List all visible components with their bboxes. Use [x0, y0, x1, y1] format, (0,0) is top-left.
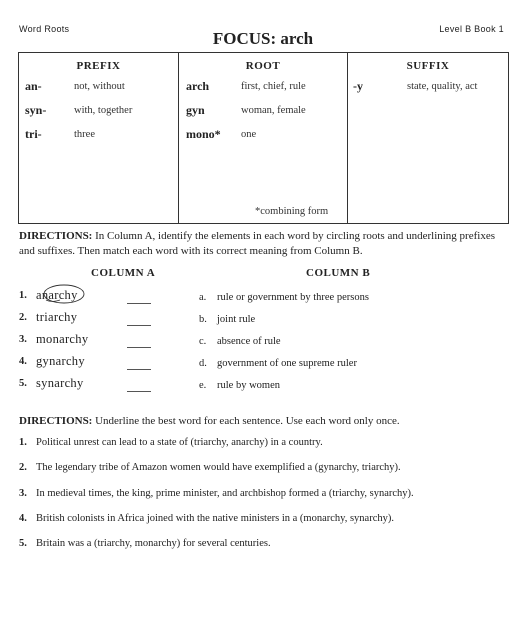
directions-label: DIRECTIONS: — [19, 230, 93, 242]
answer-blank[interactable] — [127, 390, 151, 392]
column-b-meaning: government of one supreme ruler — [217, 358, 357, 369]
column-b-meaning: absence of rule — [217, 336, 281, 347]
prefix-part: tri- — [25, 127, 42, 141]
directions-label: DIRECTIONS: — [19, 415, 93, 427]
prefix-header: PREFIX — [76, 60, 121, 72]
item-number: 2. — [19, 312, 27, 323]
column-a-header: COLUMN A — [91, 267, 156, 279]
item-number: 4. — [19, 356, 27, 367]
prefix-meaning: not, without — [74, 81, 125, 92]
column-b-letter: a. — [199, 292, 207, 303]
footnote: *combining form — [255, 206, 329, 217]
directions-2 — [19, 414, 509, 429]
column-a-word: synarchy — [36, 376, 84, 390]
root-meaning: one — [241, 129, 257, 140]
prefix-meaning: with, together — [74, 105, 133, 116]
column-a-word: gynarchy — [36, 354, 85, 368]
item-number: 1. — [19, 290, 27, 301]
suffix-part: -y — [353, 79, 363, 93]
directions-text: In Column A, identify the elements in each word by circling roots and underlining prefixes and suffixes. Then match each word with its correct meaning from Column B. — [19, 230, 495, 257]
column-b-meaning: joint rule — [217, 314, 256, 325]
sentence-text: The legendary tribe of Amazon women would have exemplified a (gynarchy, triarchy). — [36, 462, 401, 473]
sentence-number: 1. — [19, 437, 27, 448]
directions-1 — [19, 229, 509, 259]
answer-blank[interactable] — [127, 302, 151, 304]
item-number: 3. — [19, 334, 27, 345]
root-header: ROOT — [245, 60, 281, 72]
root-meaning: first, chief, rule — [241, 81, 306, 92]
column-b-letter: d. — [199, 358, 207, 369]
word-parts-table — [18, 52, 509, 224]
column-a-word: anarchy — [36, 288, 78, 302]
suffix-meaning: state, quality, act — [407, 81, 478, 92]
prefix-part: an- — [25, 79, 42, 93]
column-b-letter: c. — [199, 336, 207, 347]
root-meaning: woman, female — [241, 105, 306, 116]
root-part: arch — [186, 79, 210, 93]
page-title: FOCUS: arch — [212, 29, 314, 48]
sentence-text: In medieval times, the king, prime minister, and archbishop formed a (triarchy, synarchy). — [36, 488, 414, 499]
root-part: mono* — [186, 127, 221, 141]
answer-blank[interactable] — [127, 368, 151, 370]
answer-blank[interactable] — [127, 346, 151, 348]
sentence-number: 5. — [19, 538, 27, 549]
sentence-number: 3. — [19, 488, 27, 499]
column-b-letter: b. — [199, 314, 207, 325]
column-b-header: COLUMN B — [306, 267, 371, 279]
item-number: 5. — [19, 378, 27, 389]
column-b-meaning: rule or government by three persons — [217, 292, 369, 303]
column-b-meaning: rule by women — [217, 380, 280, 391]
column-a-word: monarchy — [36, 332, 89, 346]
level-label: Level B Book 1 — [439, 24, 504, 34]
column-a-word: triarchy — [36, 310, 78, 324]
prefix-part: syn- — [25, 103, 47, 117]
prefix-meaning: three — [74, 129, 95, 140]
root-part: gyn — [186, 103, 205, 117]
sentence-number: 4. — [19, 513, 27, 524]
section-label: Word Roots — [19, 24, 70, 34]
sentence-text: Political unrest can lead to a state of (triarchy, anarchy) in a country. — [36, 437, 323, 448]
answer-blank[interactable] — [127, 324, 151, 326]
suffix-header: SUFFIX — [406, 60, 450, 72]
sentence-text: Britain was a (triarchy, monarchy) for several centuries. — [36, 538, 271, 549]
pen-circle-mark — [42, 283, 88, 305]
directions-text: Underline the best word for each sentence. Use each word only once. — [92, 415, 400, 427]
sentence-text: British colonists in Africa joined with the native ministers in a (monarchy, synarchy). — [36, 513, 394, 524]
table-divider — [178, 53, 179, 223]
sentence-number: 2. — [19, 462, 27, 473]
table-divider — [347, 53, 348, 223]
column-b-letter: e. — [199, 380, 207, 391]
